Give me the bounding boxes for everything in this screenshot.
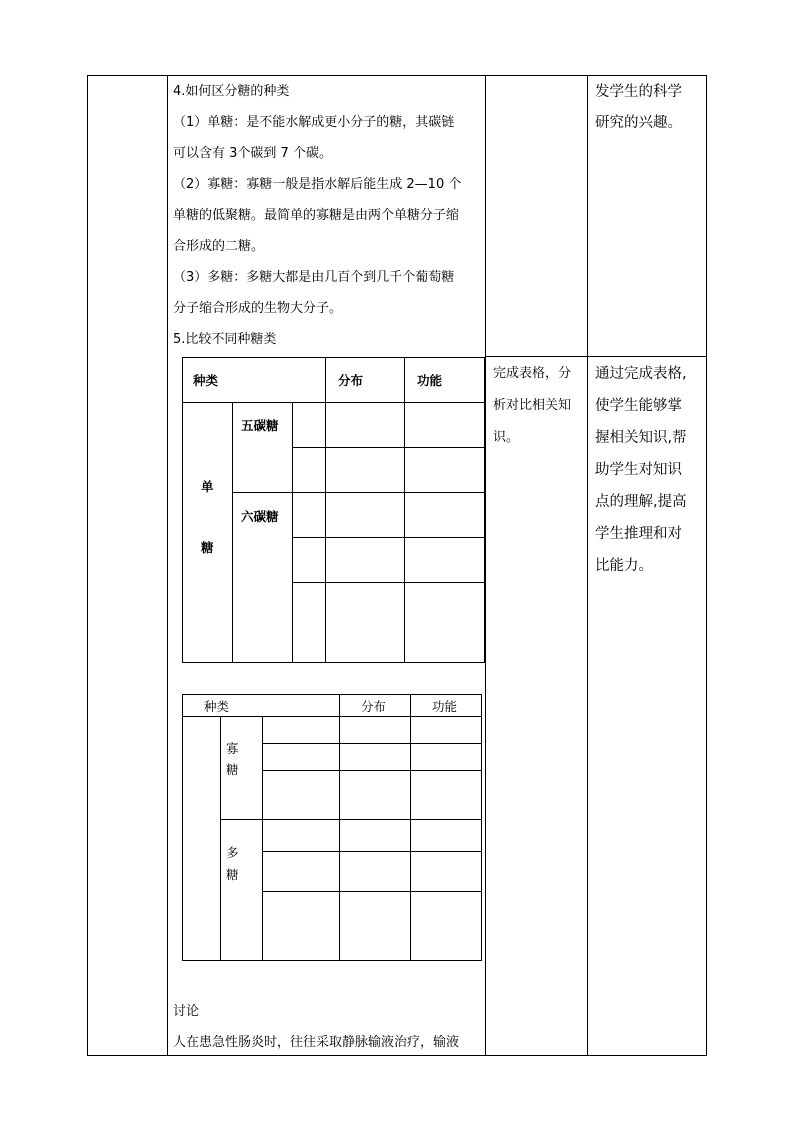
table1-group-label-1: 单 (201, 479, 214, 494)
table1-group-label-2: 糖 (201, 540, 214, 555)
col-divider-3 (587, 75, 588, 1056)
table2-header-function: 功能 (432, 699, 458, 714)
row-divider-right (485, 356, 706, 357)
table2-oligo-label-1: 寡 (226, 741, 239, 756)
col-divider-1 (167, 75, 168, 1056)
heading-5: 5.比较不同种糖类 (173, 332, 277, 347)
design-intent-main: 通过完成表格, 使学生能够掌 握相关知识,帮 助学生对知识 点的理解,提高 学生推理和对 比能力。 (595, 366, 687, 574)
table2-header-distribution: 分布 (361, 699, 387, 714)
heading-4: 4.如何区分糖的种类 (173, 84, 290, 99)
table1-hexose-label: 六碳糖 (241, 509, 279, 524)
table2-header-kind: 种类 (204, 699, 230, 714)
student-activity: 完成表格，分 析对比相关知 识。 (493, 366, 572, 445)
col-divider-2 (485, 75, 486, 1056)
table1-pentose-label: 五碳糖 (241, 418, 279, 433)
outer-right-border (706, 75, 707, 1056)
table2-oligo-label-2: 糖 (226, 762, 239, 777)
table1-header-distribution: 分布 (338, 373, 364, 388)
content-column (173, 76, 461, 355)
design-intent-top: 发学生的科学 研究的兴趣。 (595, 84, 682, 131)
outer-left-border (87, 75, 88, 1056)
table1-header-function: 功能 (417, 373, 443, 388)
paragraph-oligosaccharide: （2）寡糖：寡糖一般是指水解后能生成 2—10 个 单糖的低聚糖。最简单的寡糖是由两个单糖分子缩 合形成的二糖。 (173, 177, 462, 254)
table2-poly-label-2: 糖 (226, 867, 239, 882)
discussion-block (173, 996, 459, 1058)
paragraph-polysaccharide: （3）多糖：多糖大都是由几百个到几千个葡萄糖 分子缩合形成的生物大分子。 (173, 270, 455, 316)
table2-poly-label-1: 多 (226, 845, 239, 860)
paragraph-monosaccharide: （1）单糖：是不能水解成更小分子的糖，其碳链 可以含有 3个碳到 7 个碳。 (173, 115, 455, 161)
table1-header-kind: 种类 (193, 373, 219, 388)
discussion-label: 讨论 (173, 1004, 200, 1019)
discussion-text: 人在患急性肠炎时，往往采取静脉输液治疗，输液 (173, 1035, 460, 1050)
